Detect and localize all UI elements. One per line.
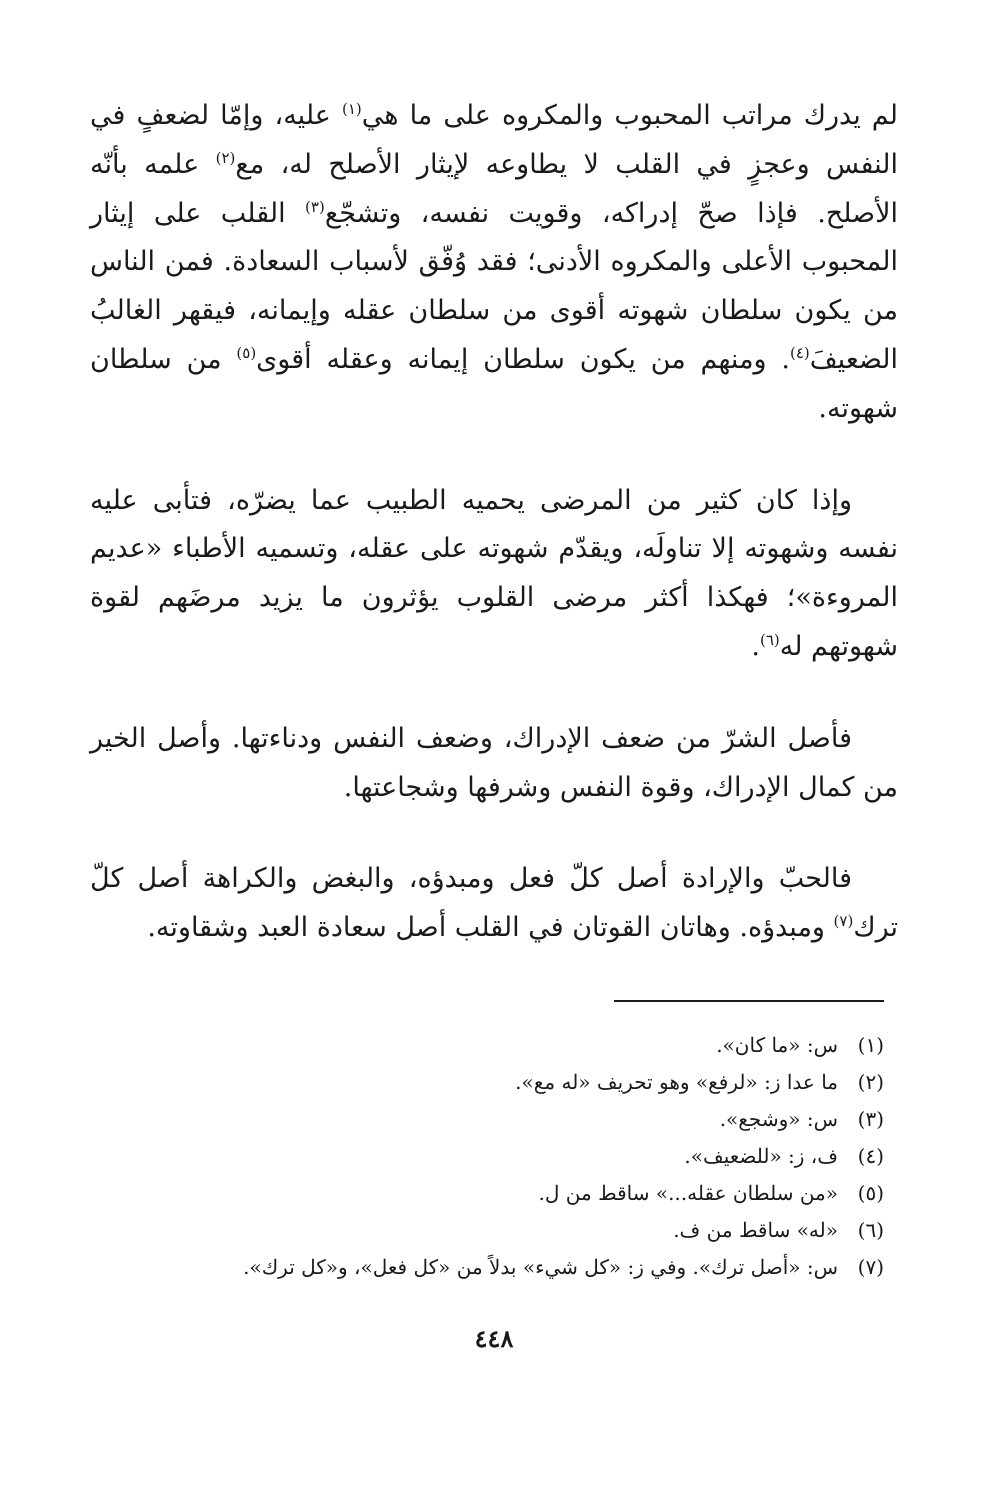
paragraph-text: . ومنهم من يكون سلطان إيمانه وعقله أقوى — [256, 343, 790, 375]
footnote-marker[interactable]: (١) — [341, 100, 362, 118]
footnote-marker[interactable]: (٣) — [305, 197, 325, 216]
footnote-item — [90, 1027, 884, 1064]
footnotes-list — [90, 1027, 884, 1286]
footnote-text: ف، ز: «للضعيف». — [684, 1144, 838, 1168]
footnote-number: (٢) — [857, 1070, 884, 1094]
footnote-marker[interactable]: (٦) — [759, 630, 780, 649]
paragraph-text: عليه، وإمّا لضعفٍ في النفس وعجزٍ في القلب لا يطاوعه لإيثار الأصلح له، مع — [90, 100, 898, 180]
footnote-text: س: «ما كان». — [716, 1033, 838, 1057]
footnote-marker[interactable]: (٧) — [833, 912, 854, 931]
paragraph-text: علمه بأنّه الأصلح. فإذا صحّ إدراكه، وقويت نفسه، وتشجّع — [90, 148, 898, 229]
paragraph-text: وإذا كان كثير من المرضى يحميه الطبيب عما يضرّه، فتأبى عليه نفسه وشهوته إلا تناولَه، ويقدّم شهوته على عقله، وتسميه الأطباء «عديم المروءة»؛ فهكذا أكثر مرضى القلوب يؤثرون ما يزيد مرضَهم لقوة شهوتهم له — [90, 484, 898, 662]
footnote-number: (٣) — [857, 1107, 884, 1131]
page-number: ٤٤٨ — [474, 1324, 514, 1353]
footnote-marker[interactable]: (٤) — [789, 343, 810, 362]
body-text — [90, 92, 898, 953]
footnote-divider — [614, 1000, 884, 1002]
paragraph-text: من سلطان شهوته. — [90, 343, 898, 424]
footnote-item — [90, 1249, 884, 1286]
footnote-text: س: «أصل ترك». وفي ز: «كل شيء» بدلاً من «كل فعل»، و«كل ترك». — [243, 1255, 838, 1279]
footnote-item — [90, 1101, 884, 1138]
paragraph-text: فأصل الشرّ من ضعف الإدراك، وضعف النفس ودناءتها. وأصل الخير من كمال الإدراك، وقوة النفس وشرفها وشجاعتها. — [90, 722, 898, 803]
paragraph-text: لم يدرك مراتب المحبوب والمكروه على ما هي — [361, 100, 898, 131]
footnote-number: (٤) — [857, 1144, 884, 1168]
footnote-number: (٥) — [857, 1181, 884, 1205]
footnote-marker[interactable]: (٢) — [215, 148, 236, 167]
footnote-item — [90, 1175, 884, 1212]
footnote-number: (٦) — [857, 1218, 884, 1242]
footnote-item — [90, 1064, 884, 1101]
footnote-number: (٧) — [857, 1255, 884, 1279]
footnote-text: ما عدا ز: «لرفع» وهو تحريف «له مع». — [515, 1070, 838, 1094]
footnote-text: «له» ساقط من ف. — [673, 1218, 838, 1242]
footnote-item — [90, 1212, 884, 1249]
paragraph — [90, 855, 898, 953]
paragraph — [90, 715, 898, 813]
paragraph-text: فالحبّ والإرادة أصل كلّ فعل ومبدؤه، والبغض والكراهة أصل كلّ ترك — [90, 863, 898, 944]
footnote-marker[interactable]: (٥) — [236, 343, 257, 362]
book-page — [90, 92, 898, 1452]
paragraph-text: . — [751, 630, 760, 662]
paragraph — [90, 92, 898, 434]
footnote-item — [90, 1138, 884, 1175]
footnote-text: س: «وشجع». — [719, 1107, 838, 1131]
footnote-number: (١) — [857, 1033, 884, 1057]
paragraph-text: ومبدؤه. وهاتان القوتان في القلب أصل سعادة العبد وشقاوته. — [147, 912, 834, 944]
footnote-text: «من سلطان عقله...» ساقط من ل. — [538, 1181, 838, 1205]
paragraph-text: القلب على إيثار المحبوب الأعلى والمكروه الأدنى؛ فقد وُفّق لأسباب السعادة. فمن الناس من يكون سلطان شهوته أقوى من سلطان عقله وإيمانه، فيقهر الغالبُ الضعيفَ — [90, 197, 898, 375]
paragraph — [90, 477, 898, 672]
